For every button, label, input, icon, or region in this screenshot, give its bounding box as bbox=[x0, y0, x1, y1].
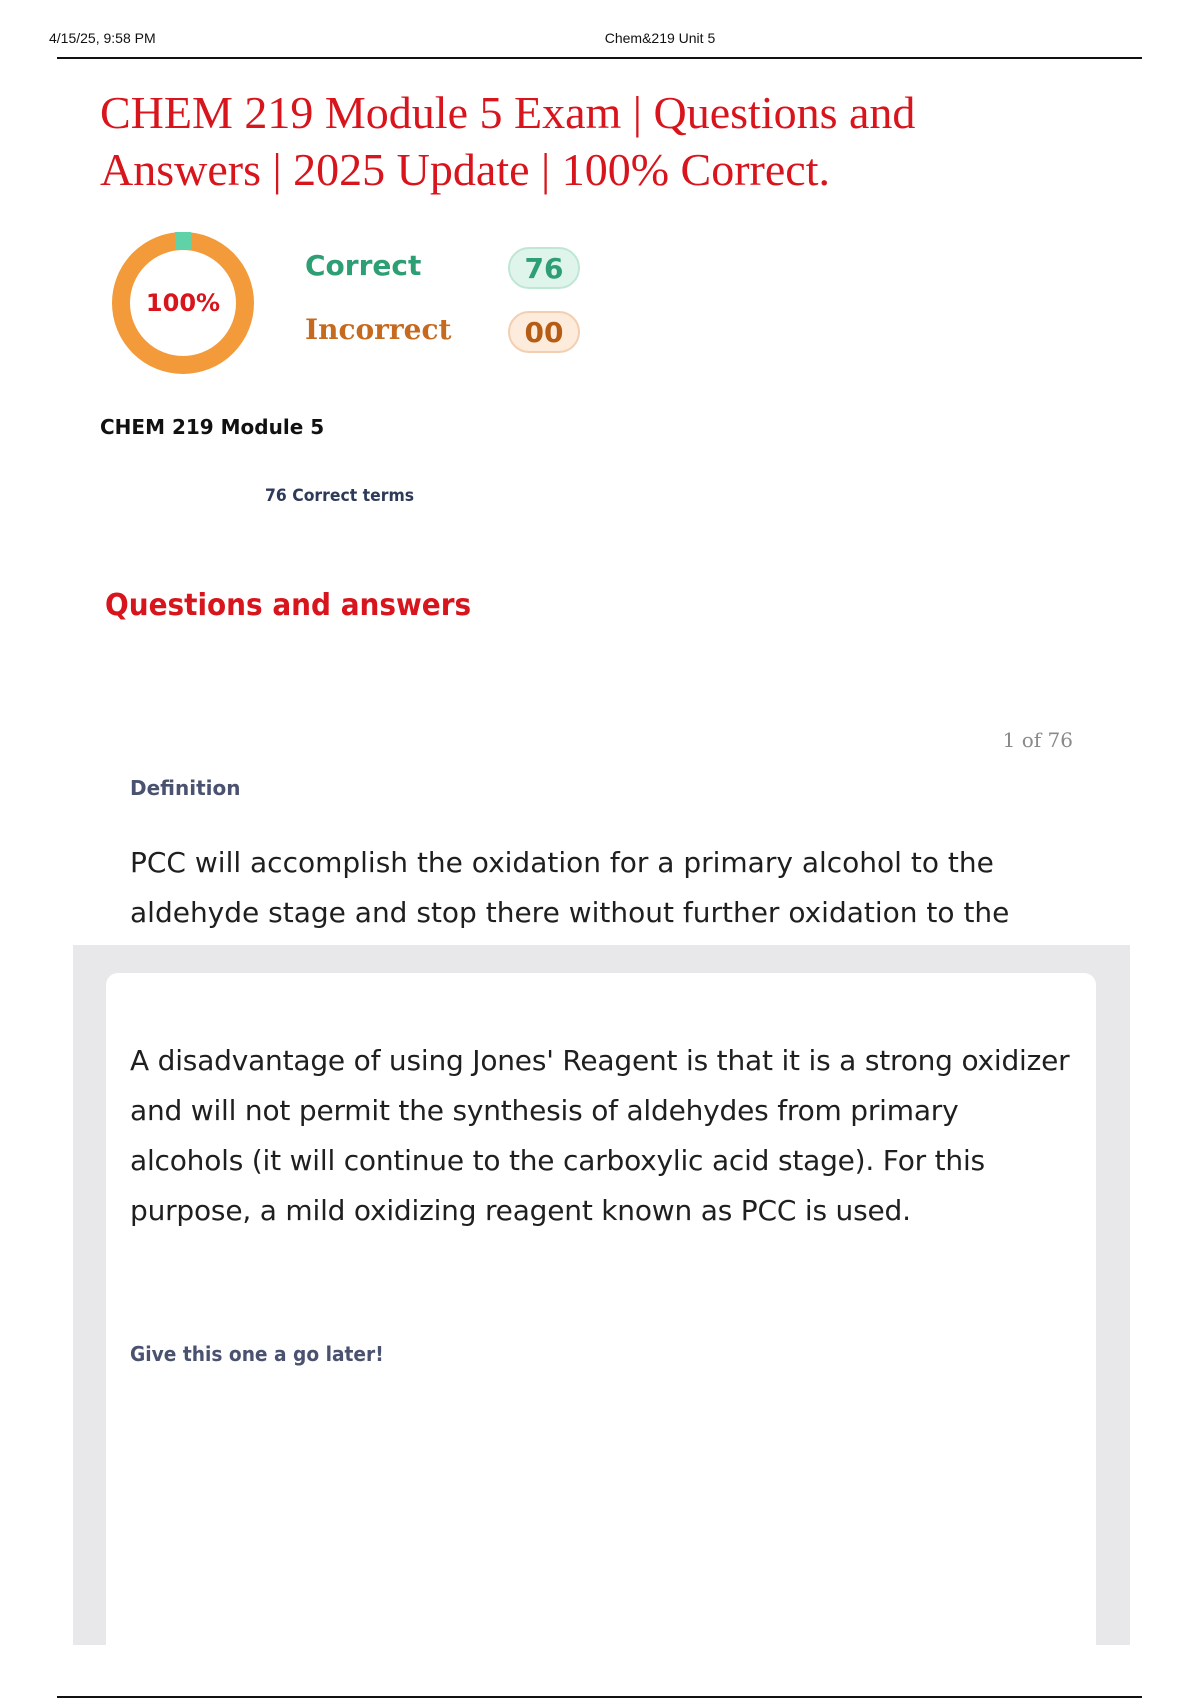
header-divider bbox=[57, 57, 1142, 59]
terms-count: 76 Correct terms bbox=[265, 486, 415, 506]
print-datetime: 4/15/25, 9:58 PM bbox=[49, 30, 156, 46]
section-heading: Questions and answers bbox=[105, 588, 472, 623]
study-set-name: CHEM 219 Module 5 bbox=[100, 415, 325, 439]
skip-later-button[interactable]: Give this one a go later! bbox=[130, 1342, 384, 1366]
correct-count-badge: 76 bbox=[508, 247, 580, 289]
correct-label: Correct bbox=[305, 249, 422, 282]
definition-text: PCC will accomplish the oxidation for a primary alcohol to the aldehyde stage and stop there without further oxidation to the bbox=[130, 846, 1010, 929]
footer-divider bbox=[57, 1696, 1142, 1698]
print-page-title: Chem&219 Unit 5 bbox=[604, 30, 716, 46]
incorrect-label: Incorrect bbox=[305, 313, 452, 346]
card-counter: 1 of 76 bbox=[1002, 728, 1073, 752]
document-title: CHEM 219 Module 5 Exam | Questions and Answers | 2025 Update | 100% Correct. bbox=[100, 87, 916, 195]
score-donut-chart bbox=[110, 230, 256, 376]
definition-label: Definition bbox=[130, 776, 241, 800]
score-percent: 100% bbox=[145, 289, 221, 317]
answer-text: A disadvantage of using Jones' Reagent is that it is a strong oxidizer and will not permit the synthesis of aldehydes from primary alcohols (it will continue to the carboxylic acid stage). For this purpose, a mild oxidizing reagent known as PCC is used. bbox=[130, 1044, 1070, 1227]
incorrect-count-badge: 00 bbox=[508, 311, 580, 353]
